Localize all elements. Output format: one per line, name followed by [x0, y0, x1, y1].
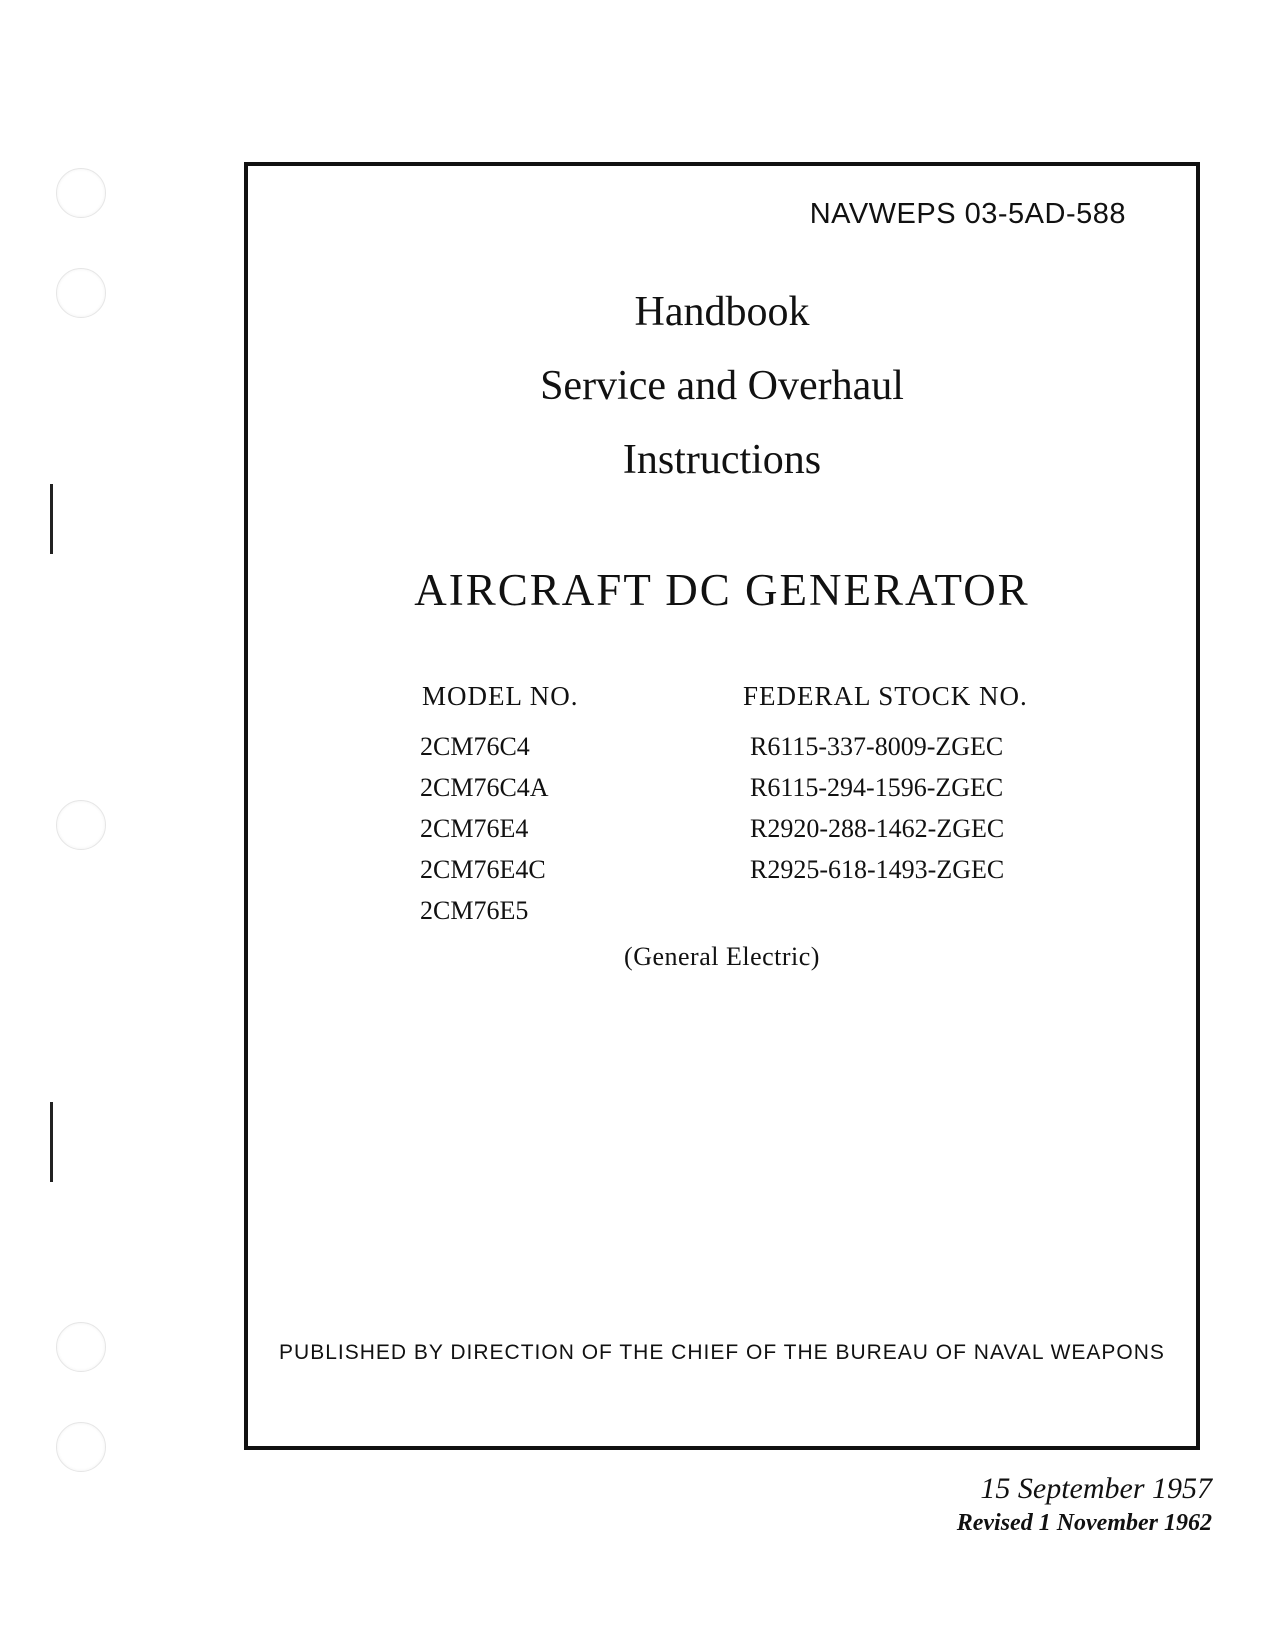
- manufacturer: (General Electric): [624, 942, 820, 971]
- model-list: [420, 726, 620, 931]
- punch-hole: [56, 268, 106, 318]
- model-item: 2CM76E4C: [420, 855, 546, 884]
- revision-bar: [50, 484, 53, 554]
- model-item: 2CM76C4: [420, 732, 530, 761]
- model-header: MODEL NO.: [422, 681, 579, 711]
- punch-hole: [56, 1422, 106, 1472]
- publisher-line: PUBLISHED BY DIRECTION OF THE CHIEF OF THE BUREAU OF NAVAL WEAPONS: [279, 1341, 1165, 1364]
- stock-item: R2920-288-1462-ZGEC: [750, 814, 1005, 843]
- publication-date: 15 September 1957: [980, 1472, 1212, 1505]
- date-block: [957, 1470, 1212, 1538]
- revision-date: Revised 1 November 1962: [956, 1510, 1212, 1536]
- stock-list: [750, 726, 1090, 890]
- punch-hole: [56, 168, 106, 218]
- revision-bar: [50, 1102, 53, 1182]
- title-handbook: Handbook: [634, 289, 810, 335]
- model-item: 2CM76E5: [420, 896, 529, 925]
- model-item: 2CM76E4: [420, 814, 529, 843]
- title-service-overhaul: Service and Overhaul: [540, 363, 904, 409]
- model-item: 2CM76C4A: [420, 773, 549, 802]
- stock-item: R2925-618-1493-ZGEC: [750, 855, 1005, 884]
- main-title: AIRCRAFT DC GENERATOR: [414, 565, 1030, 615]
- stock-item: R6115-337-8009-ZGEC: [750, 732, 1004, 761]
- document-number: NAVWEPS 03-5AD-588: [809, 198, 1126, 230]
- stock-header: FEDERAL STOCK NO.: [743, 681, 1028, 711]
- punch-hole: [56, 800, 106, 850]
- stock-item: R6115-294-1596-ZGEC: [750, 773, 1004, 802]
- title-instructions: Instructions: [622, 437, 822, 483]
- punch-hole: [56, 1322, 106, 1372]
- cover-frame: [244, 162, 1200, 1450]
